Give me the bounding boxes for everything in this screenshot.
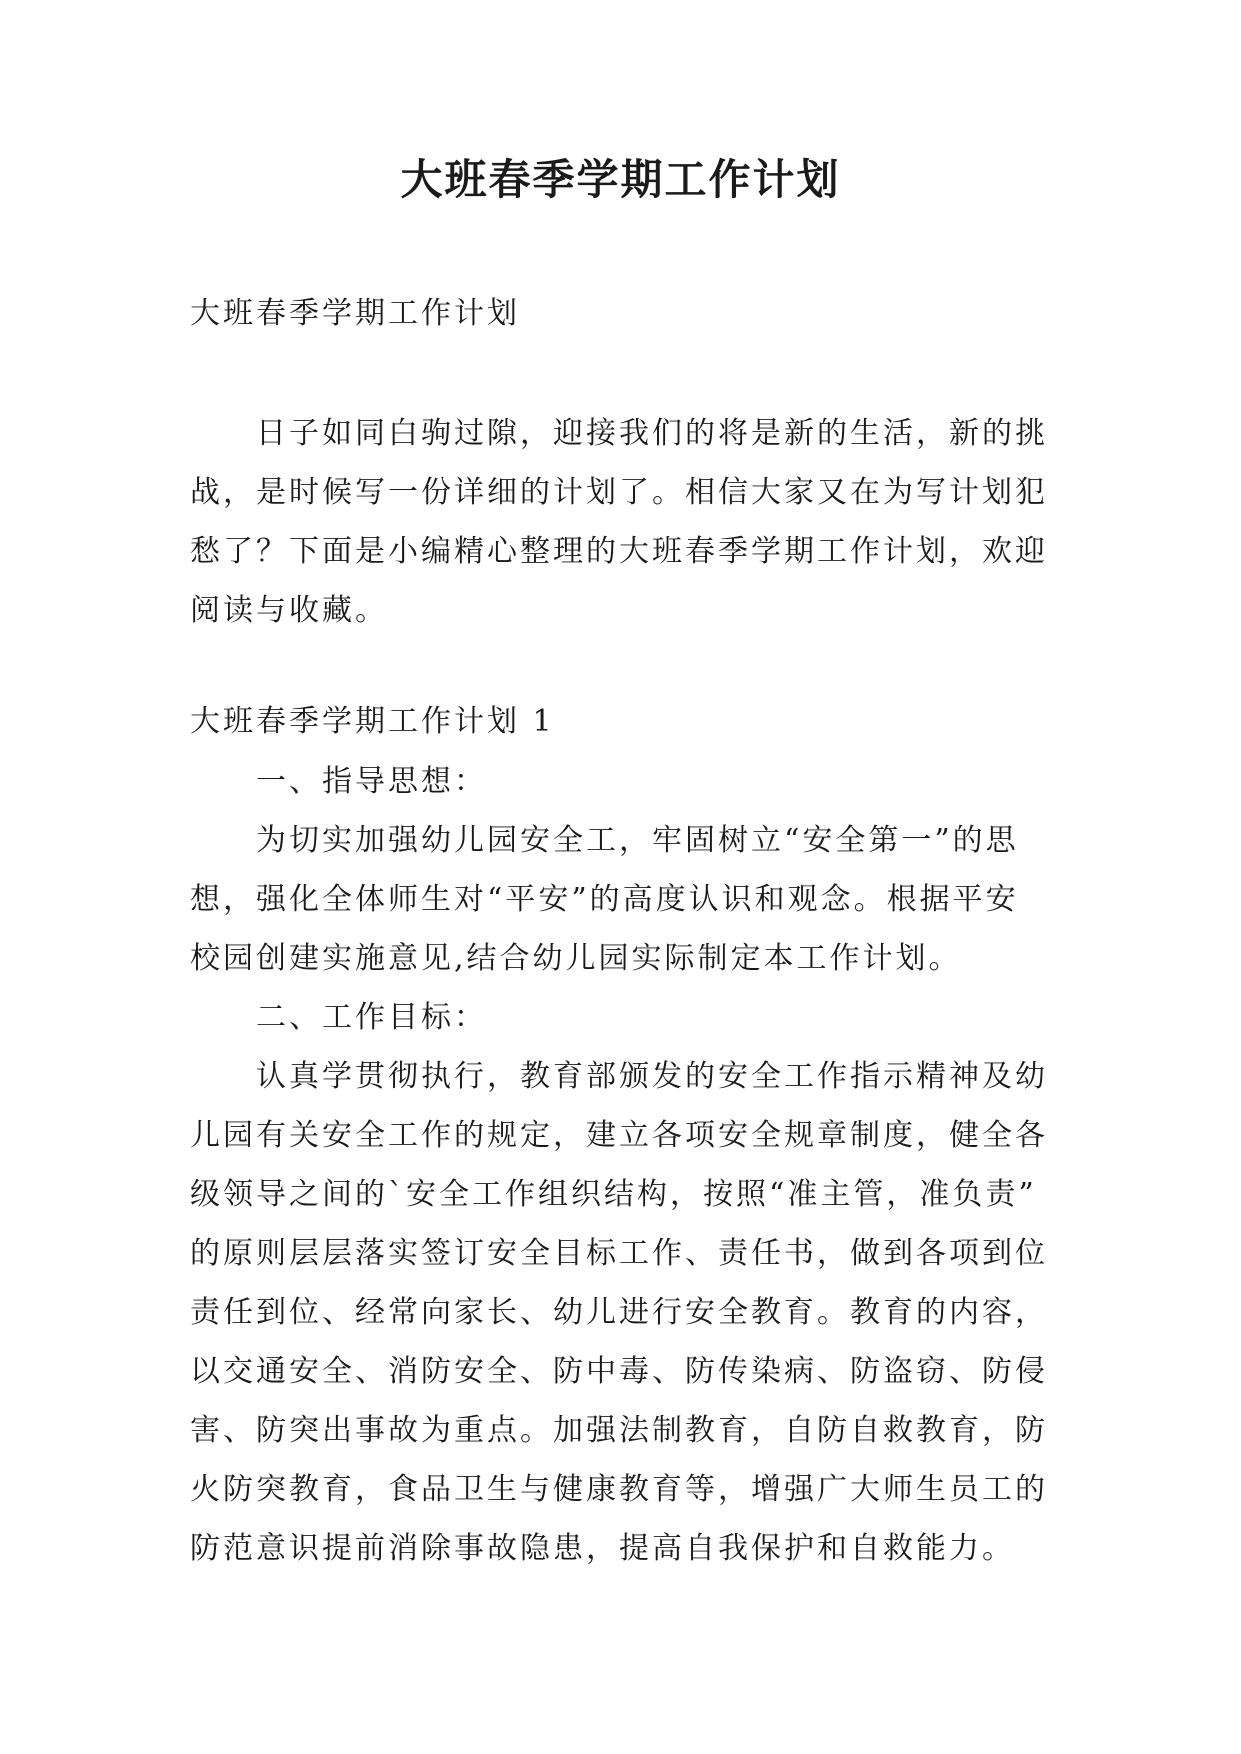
body-line: 责任到位、经常向家长、幼儿进行安全教育。教育的内容， bbox=[190, 1295, 1048, 1330]
section-heading: 大班春季学期工作计划 1 bbox=[190, 704, 555, 739]
body-line: 害、防突出事故为重点。加强法制教育，自防自救教育，防 bbox=[190, 1413, 1048, 1448]
body-line: 级领导之间的`安全工作组织结构，按照“准主管，准负责” bbox=[190, 1177, 1037, 1212]
heading-text: 一、指导思想： bbox=[256, 764, 487, 799]
intro-line: 战，是时候写一份详细的计划了。相信大家又在为写计划犯 bbox=[190, 475, 1048, 510]
body-line: 防范意识提前消除事故隐患，提高自我保护和自救能力。 bbox=[190, 1531, 1015, 1566]
body-line: 儿园有关安全工作的规定，建立各项安全规章制度，健全各 bbox=[190, 1118, 1048, 1153]
body-line: 为切实加强幼儿园安全工，牢固树立“安全第一”的思 bbox=[256, 823, 1019, 858]
intro-line: 阅读与收藏。 bbox=[190, 593, 388, 628]
body-line: 火防突教育，食品卫生与健康教育等，增强广大师生员工的 bbox=[190, 1472, 1048, 1507]
body-line: 想，强化全体师生对“平安”的高度认识和观念。根据平安 bbox=[190, 882, 1019, 917]
heading-text: 二、工作目标： bbox=[256, 1000, 487, 1035]
body-line: 的原则层层落实签订安全目标工作、责任书，做到各项到位 bbox=[190, 1236, 1048, 1271]
body-line: 以交通安全、消防安全、防中毒、防传染病、防盗窃、防侵 bbox=[190, 1354, 1048, 1389]
document-subtitle: 大班春季学期工作计划 bbox=[190, 296, 520, 331]
intro-paragraph bbox=[190, 404, 1060, 640]
intro-line: 愁了？下面是小编精心整理的大班春季学期工作计划，欢迎 bbox=[190, 534, 1048, 569]
intro-line: 日子如同白驹过隙，迎接我们的将是新的生活，新的挑 bbox=[256, 416, 1048, 451]
heading-work-goals bbox=[190, 988, 1060, 1047]
document-title: 大班春季学期工作计划 bbox=[400, 155, 841, 204]
body-line: 校园创建实施意见,结合幼儿园实际制定本工作计划。 bbox=[190, 941, 962, 976]
body-line: 认真学贯彻执行，教育部颁发的安全工作指示精神及幼 bbox=[256, 1059, 1048, 1094]
body-paragraph-2 bbox=[190, 1047, 1060, 1578]
heading-guiding-ideology bbox=[190, 752, 1060, 811]
body-paragraph-1 bbox=[190, 811, 1060, 988]
